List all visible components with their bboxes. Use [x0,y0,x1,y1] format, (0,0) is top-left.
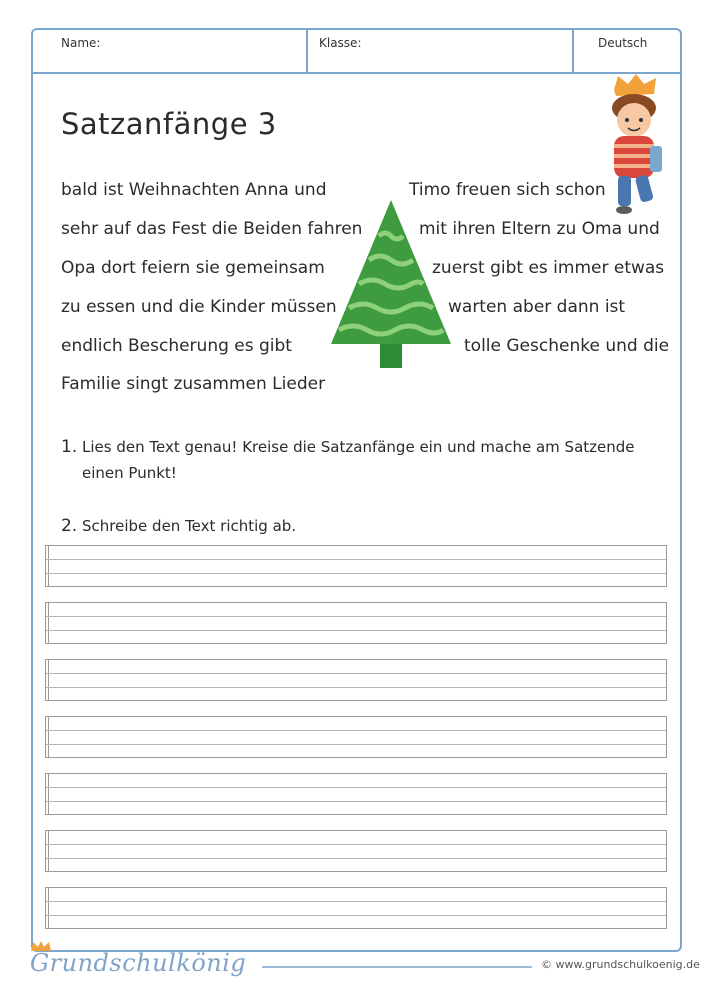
footer-divider [262,966,532,968]
brand-logo: Grundschulkönig [30,949,247,977]
boy-with-crown-illustration [596,72,676,222]
name-label: Name: [61,36,101,50]
class-label: Klasse: [319,36,362,50]
writing-lines[interactable] [45,887,667,929]
page-title: Satzanfänge 3 [61,107,277,141]
story-line: Timo freuen sich schon [409,180,606,200]
story-line: endlich Bescherung es gibt [61,336,292,356]
header-divider [306,30,308,72]
header-divider [572,30,574,72]
footer-url: © www.grundschulkoenig.de [541,958,700,971]
story-line: zuerst gibt es immer etwas [432,258,665,278]
story-line: warten aber dann ist [448,297,626,317]
task-1-continuation: einen Punkt! [82,464,177,482]
christmas-tree-illustration [325,196,457,370]
story-line: mit ihren Eltern zu Oma und [419,219,660,239]
writing-lines[interactable] [45,659,667,701]
writing-lines[interactable] [45,830,667,872]
header-row [33,30,680,74]
writing-lines[interactable] [45,602,667,644]
story-line: bald ist Weihnachten Anna und [61,180,327,200]
story-line: Opa dort feiern sie gemeinsam [61,258,325,278]
crown-icon [614,74,656,96]
story-line: tolle Geschenke und die [464,336,670,356]
story-line: sehr auf das Fest die Beiden fahren [61,219,363,239]
task-1 [61,437,635,457]
task-2-text: Schreibe den Text richtig ab. [82,517,297,535]
writing-lines[interactable] [45,545,667,587]
story-line: Familie singt zusammen Lieder [61,374,326,394]
subject-label: Deutsch [598,36,648,50]
task-2 [61,516,296,536]
writing-lines[interactable] [45,716,667,758]
story-line: zu essen und die Kinder müssen [61,297,337,317]
task-1-text: Lies den Text genau! Kreise die Satzanfänge ein und mache am Satzende [82,438,635,456]
writing-lines[interactable] [45,773,667,815]
task-2-number: 2. [61,516,78,536]
task-1-number: 1. [61,437,78,457]
